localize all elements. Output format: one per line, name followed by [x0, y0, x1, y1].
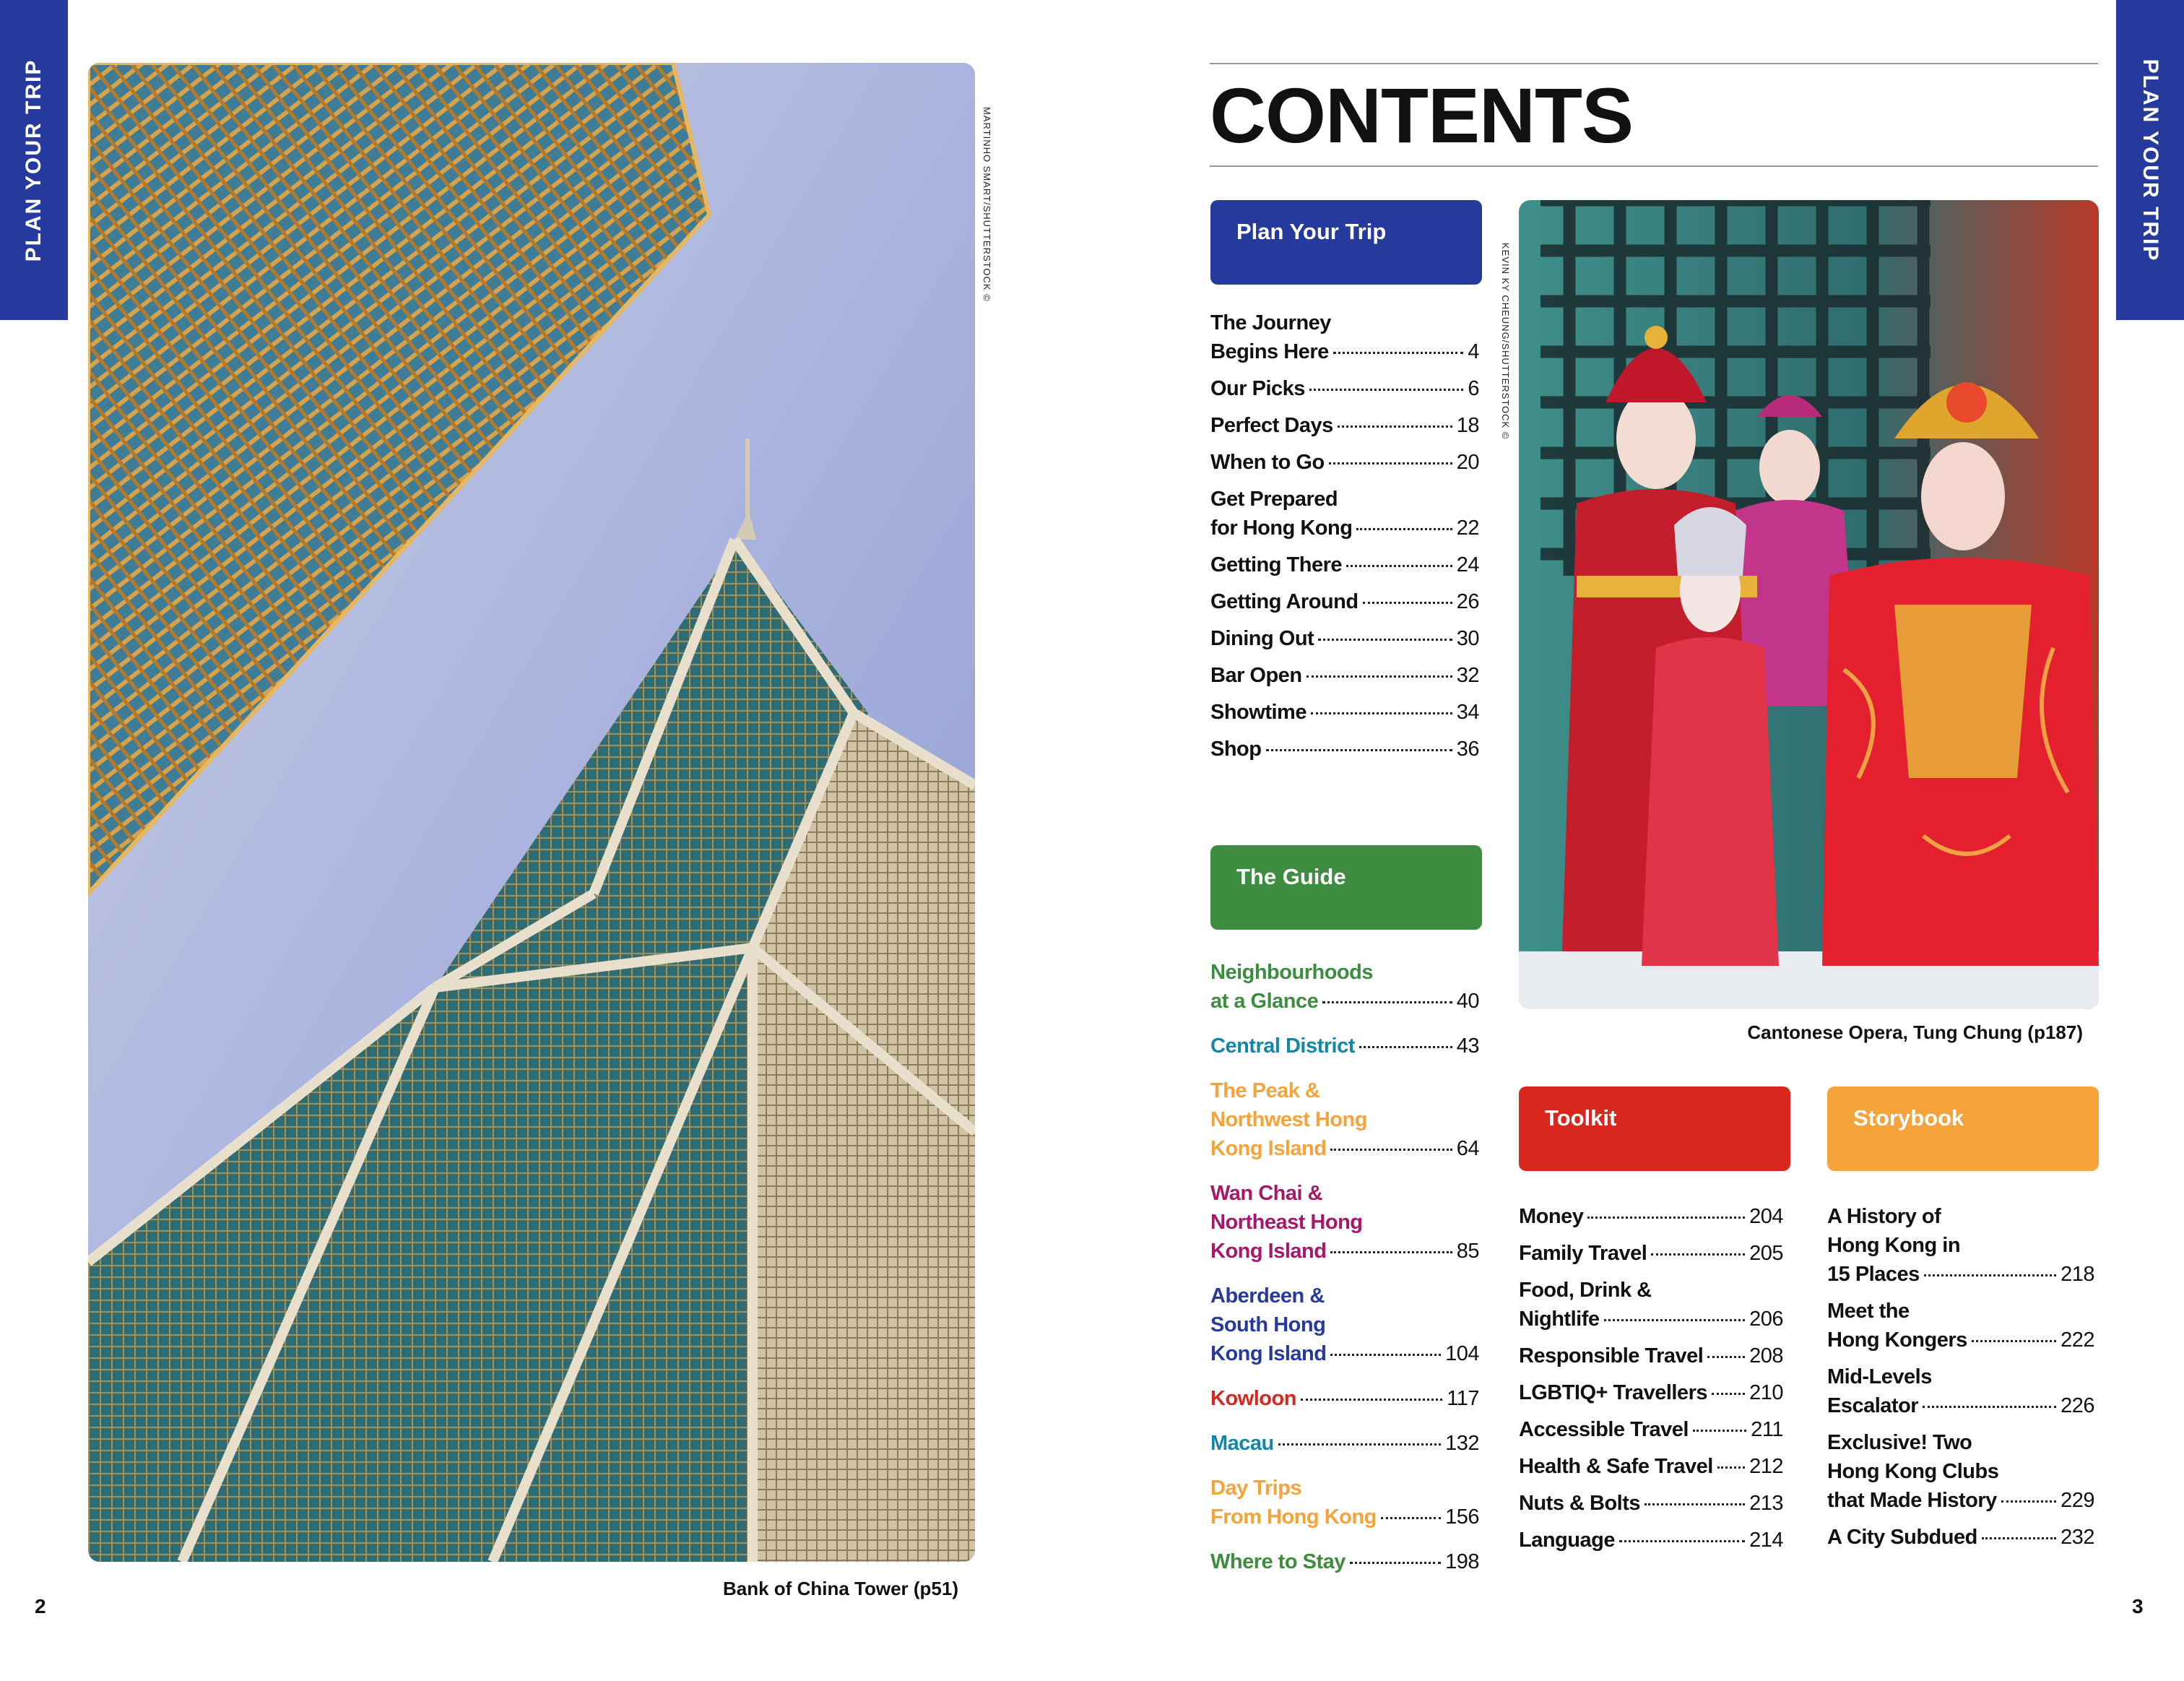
dot-leader [1350, 1562, 1441, 1564]
toc-entry-page: 132 [1445, 1432, 1479, 1455]
toc-entry-title: The Journey [1210, 311, 1331, 334]
toc-entry-title: Bar Open [1210, 664, 1302, 687]
dot-leader [1322, 1001, 1452, 1003]
toc-entry-page: 85 [1456, 1240, 1479, 1263]
dot-leader [1923, 1406, 2056, 1408]
toc-entry-title: Where to Stay [1210, 1550, 1346, 1573]
toc-entry-title: 15 Places [1827, 1263, 1920, 1286]
toc-entry[interactable] [1519, 1526, 1783, 1555]
dot-leader [1278, 1443, 1441, 1446]
section-header-the-guide [1210, 845, 1482, 930]
dot-leader [1318, 639, 1452, 641]
photo-credit: KEVIN KY CHEUNG/SHUTTERSTOCK © [1500, 243, 1511, 440]
toc-entry-page: 210 [1749, 1381, 1783, 1404]
dot-leader [1359, 1046, 1452, 1048]
toc-entry-title: Wan Chai & [1210, 1182, 1323, 1205]
dot-leader [1644, 1503, 1745, 1505]
dot-leader [1301, 1399, 1442, 1401]
dot-leader [1693, 1430, 1746, 1432]
toc-entry-title: Aberdeen & [1210, 1284, 1325, 1308]
dot-leader [1311, 712, 1452, 714]
toc-entry[interactable] [1519, 1378, 1783, 1407]
toc-entry[interactable] [1519, 1452, 1783, 1481]
dot-leader [1717, 1466, 1745, 1469]
toc-entry-title: From Hong Kong [1210, 1505, 1377, 1529]
page-title: CONTENTS [1210, 72, 1633, 159]
section-label: The Guide [1236, 864, 1346, 889]
toc-entry-title: Central District [1210, 1034, 1355, 1058]
toc-entry-page: 117 [1447, 1387, 1479, 1410]
toc-entry-page: 156 [1445, 1505, 1479, 1529]
toc-entry-title: Kong Island [1210, 1240, 1327, 1263]
section-header-plan-your-trip [1210, 200, 1482, 285]
toc-entry-title: Responsible Travel [1519, 1344, 1704, 1367]
toc-the-guide [1210, 958, 1479, 1592]
toc-entry-title: that Made History [1827, 1489, 1997, 1512]
toc-entry-page: 198 [1445, 1550, 1479, 1573]
toc-entry-title: for Hong Kong [1210, 517, 1353, 540]
toc-entry-title: Health & Safe Travel [1519, 1455, 1713, 1478]
dot-leader [1924, 1274, 2056, 1276]
toc-entry[interactable] [1210, 1384, 1479, 1413]
toc-entry-title: Food, Drink & [1519, 1279, 1652, 1302]
dot-leader [1329, 462, 1452, 464]
bank-of-china-tower-photo [88, 63, 975, 1562]
dot-leader [1982, 1537, 2056, 1539]
toc-entry-title: Hong Kongers [1827, 1328, 1967, 1352]
photo-credit: MARTINHO SMART/SHUTTERSTOCK © [982, 107, 992, 302]
toc-entry-title: A City Subdued [1827, 1526, 1977, 1549]
page-number: 2 [35, 1595, 46, 1617]
toc-entry[interactable] [1827, 1297, 2094, 1354]
toc-entry-title: Accessible Travel [1519, 1418, 1689, 1441]
dot-leader [1330, 1354, 1441, 1356]
toc-entry[interactable] [1210, 1076, 1479, 1163]
toc-entry[interactable] [1210, 735, 1479, 764]
toc-entry[interactable] [1827, 1523, 2094, 1552]
toc-entry[interactable] [1519, 1276, 1783, 1334]
toc-entry-page: 213 [1749, 1492, 1783, 1515]
title-rule-top [1210, 63, 2098, 64]
toc-entry-page: 218 [2060, 1263, 2094, 1286]
dot-leader [1363, 602, 1452, 604]
toc-entry-title: Perfect Days [1210, 414, 1333, 437]
dot-leader [1972, 1340, 2056, 1342]
toc-entry-page: 4 [1468, 340, 1479, 363]
toc-entry-title: A History of [1827, 1205, 1941, 1228]
toc-entry-page: 222 [2060, 1328, 2094, 1352]
toc-entry-title: Meet the [1827, 1300, 1910, 1323]
toc-entry[interactable] [1519, 1415, 1783, 1444]
toc-entry[interactable] [1210, 374, 1479, 403]
side-tab-left [0, 0, 68, 320]
side-tab-right [2116, 0, 2184, 320]
toc-entry-title: Getting Around [1210, 590, 1358, 613]
dot-leader [2001, 1500, 2056, 1503]
dot-leader [1587, 1217, 1745, 1219]
dot-leader [1604, 1319, 1746, 1321]
toc-entry[interactable] [1210, 661, 1479, 690]
toc-entry-title: Northwest Hong [1210, 1108, 1367, 1131]
toc-entry-title: LGBTIQ+ Travellers [1519, 1381, 1707, 1404]
toc-entry-title: Getting There [1210, 553, 1343, 576]
toc-entry-page: 206 [1749, 1308, 1783, 1331]
toc-entry[interactable] [1827, 1428, 2094, 1515]
dot-leader [1333, 352, 1464, 354]
dot-leader [1330, 1149, 1452, 1151]
dot-leader [1330, 1251, 1452, 1253]
toc-entry-title: Begins Here [1210, 340, 1329, 363]
toc-entry-page: 20 [1456, 451, 1479, 474]
toc-entry-page: 6 [1468, 377, 1479, 400]
toc-entry[interactable] [1519, 1341, 1783, 1370]
toc-entry[interactable] [1210, 1179, 1479, 1266]
toc-entry-title: Kong Island [1210, 1137, 1327, 1160]
photo-caption: Bank of China Tower (p51) [723, 1578, 958, 1599]
dot-leader [1338, 425, 1452, 428]
toc-entry-page: 32 [1456, 664, 1479, 687]
toc-entry-page: 211 [1751, 1418, 1783, 1441]
cantonese-opera-photo [1519, 200, 2099, 1009]
side-tab-label: PLAN YOUR TRIP [2138, 59, 2162, 262]
toc-entry-title: Showtime [1210, 701, 1306, 724]
toc-entry-title: Family Travel [1519, 1242, 1647, 1265]
dot-leader [1707, 1356, 1745, 1358]
toc-entry-page: 18 [1456, 414, 1479, 437]
toc-entry[interactable] [1210, 1032, 1479, 1060]
toc-entry-title: Shop [1210, 738, 1262, 761]
toc-entry-title: Language [1519, 1529, 1615, 1552]
toc-entry[interactable] [1210, 1429, 1479, 1458]
toc-entry-page: 229 [2060, 1489, 2094, 1512]
toc-entry-title: Northeast Hong [1210, 1211, 1363, 1234]
toc-entry-page: 226 [2060, 1394, 2094, 1417]
toc-entry-title: Dining Out [1210, 627, 1314, 650]
toc-entry[interactable] [1519, 1489, 1783, 1518]
dot-leader [1306, 675, 1452, 678]
toc-entry-title: The Peak & [1210, 1079, 1320, 1102]
toc-entry-page: 24 [1456, 553, 1479, 576]
toc-entry-title: Kowloon [1210, 1387, 1296, 1410]
toc-entry-title: Get Prepared [1210, 488, 1338, 511]
page-number: 3 [2132, 1595, 2144, 1617]
toc-entry-page: 212 [1749, 1455, 1783, 1478]
toc-entry-page: 30 [1456, 627, 1479, 650]
toc-entry-title: Hong Kong in [1827, 1234, 1961, 1257]
toc-toolkit [1519, 1202, 1783, 1563]
toc-entry[interactable] [1827, 1202, 2094, 1289]
toc-entry-page: 43 [1456, 1034, 1479, 1058]
toc-entry-title: When to Go [1210, 451, 1325, 474]
toc-entry[interactable] [1210, 485, 1479, 543]
dot-leader [1356, 528, 1452, 530]
toc-entry-title: Mid-Levels [1827, 1365, 1932, 1388]
toc-entry[interactable] [1210, 958, 1479, 1016]
toc-entry-title: at a Glance [1210, 990, 1319, 1013]
toc-entry-title: Neighbourhoods [1210, 961, 1373, 984]
dot-leader [1651, 1253, 1745, 1256]
toc-entry-title: Exclusive! Two [1827, 1431, 1972, 1454]
side-tab-label: PLAN YOUR TRIP [22, 59, 46, 262]
toc-entry-title: Kong Island [1210, 1342, 1327, 1365]
toc-entry-title: Macau [1210, 1432, 1274, 1455]
dot-leader [1309, 389, 1463, 391]
section-label: Toolkit [1545, 1105, 1617, 1131]
dot-leader [1712, 1393, 1745, 1395]
toc-entry[interactable] [1210, 1547, 1479, 1576]
toc-entry-title: Nightlife [1519, 1308, 1600, 1331]
toc-entry[interactable] [1210, 308, 1479, 366]
toc-entry-page: 22 [1456, 517, 1479, 540]
section-label: Plan Your Trip [1236, 219, 1387, 244]
toc-entry-title: Our Picks [1210, 377, 1305, 400]
toc-entry-title: Hong Kong Clubs [1827, 1460, 1999, 1483]
toc-entry[interactable] [1519, 1239, 1783, 1268]
toc-entry-page: 204 [1749, 1205, 1783, 1228]
dot-leader [1266, 749, 1452, 751]
toc-entry-page: 104 [1445, 1342, 1479, 1365]
toc-entry[interactable] [1210, 550, 1479, 579]
toc-entry-page: 214 [1749, 1529, 1783, 1552]
toc-entry[interactable] [1210, 698, 1479, 727]
toc-storybook [1827, 1202, 2094, 1560]
toc-entry[interactable] [1210, 587, 1479, 616]
toc-entry-title: Escalator [1827, 1394, 1919, 1417]
section-header-storybook [1827, 1086, 2099, 1171]
toc-entry-page: 26 [1456, 590, 1479, 613]
toc-entry-page: 34 [1456, 701, 1479, 724]
toc-entry-title: Nuts & Bolts [1519, 1492, 1640, 1515]
toc-entry-title: Day Trips [1210, 1477, 1302, 1500]
section-header-toolkit [1519, 1086, 1790, 1171]
toc-entry[interactable] [1210, 1282, 1479, 1368]
toc-entry[interactable] [1210, 448, 1479, 477]
dot-leader [1381, 1517, 1441, 1519]
toc-entry-title: South Hong [1210, 1313, 1326, 1336]
toc-entry[interactable] [1519, 1202, 1783, 1231]
dot-leader [1346, 565, 1452, 567]
title-rule-bottom [1210, 165, 2098, 167]
toc-entry[interactable] [1827, 1362, 2094, 1420]
dot-leader [1619, 1540, 1745, 1542]
toc-entry-page: 208 [1749, 1344, 1783, 1367]
toc-entry-page: 36 [1456, 738, 1479, 761]
section-label: Storybook [1853, 1105, 1964, 1131]
toc-entry-page: 64 [1456, 1137, 1479, 1160]
toc-entry-page: 40 [1456, 990, 1479, 1013]
toc-entry-page: 232 [2060, 1526, 2094, 1549]
toc-entry[interactable] [1210, 624, 1479, 653]
toc-entry-title: Money [1519, 1205, 1584, 1228]
toc-entry[interactable] [1210, 411, 1479, 440]
toc-entry[interactable] [1210, 1474, 1479, 1531]
toc-entry-page: 205 [1749, 1242, 1783, 1265]
toc-plan-your-trip [1210, 308, 1479, 772]
photo-caption: Cantonese Opera, Tung Chung (p187) [1747, 1021, 2083, 1043]
